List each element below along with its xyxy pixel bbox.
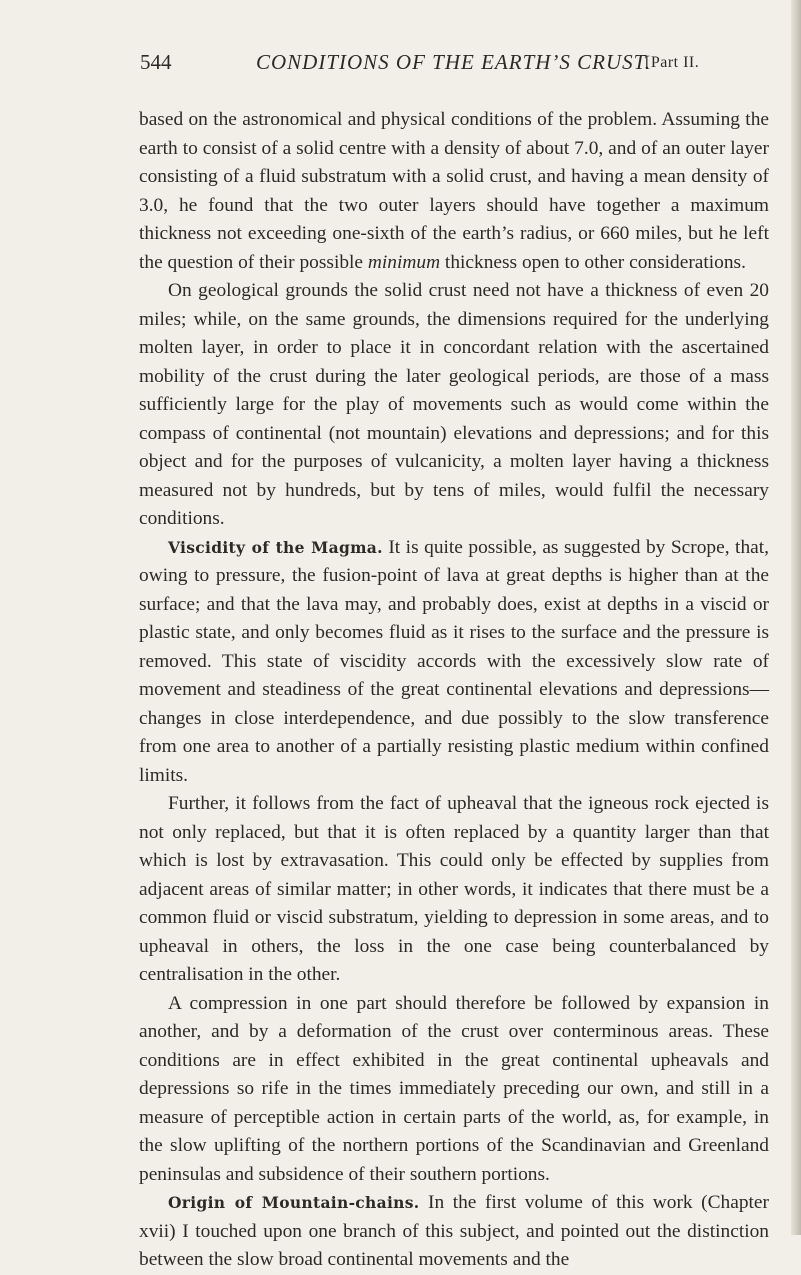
paragraph-6-text: In the first volume of this work (Chapter xvii) I touched upon one branch of this subject, and pointed out the distinction between the slow broad continental movements and the xyxy=(139,1192,769,1270)
paragraph-4: Further, it follows from the fact of upheaval that the igneous rock ejected is not only replaced, but that it is often replaced by a quantity larger than that which is lost by extravasation. This could only be effected by supplies from adjacent areas of similar matter; in other words, it indicates that there must be a common fluid or viscid substratum, yielding to depression in some areas, and to upheaval in others, the loss in the one case being counterbalanced by centralisation in the other. xyxy=(139,793,769,985)
paragraph-3-text: It is quite possible, as suggested by Scrope, that, owing to pressure, the fusion-point of lava at great depths is higher than at the surface; and that the lava may, and probably does, exist at depths in a viscid or plastic state, and only becomes fluid as it rises to the surface and the pressure is removed. This state of viscidity accords with the excessively slow rate of movement and steadiness of the great continental elevations and depressions—changes in close interdependence, and due possibly to the slow transference from one area to another of a partially resisting plastic medium within confined limits. xyxy=(139,536,769,786)
part-label: [Part II. xyxy=(645,54,700,71)
paragraph-6 xyxy=(139,1189,769,1275)
page-edge xyxy=(791,0,801,1235)
paragraph-1-text: based on the astronomical and physical conditions of the problem. Assuming the earth to consist of a solid centre with a density of about 7.0, and of an outer layer consisting of a fluid substratum with a solid crust, and having a mean density of 3.0, he found that the two outer layers should have together a maximum thickness not exceeding one-sixth of the earth’s radius, or 660 miles, but he left the question of their possible xyxy=(139,109,769,273)
paragraph-1 xyxy=(139,106,769,277)
paragraph-1-text-end: thickness open to other considerations. xyxy=(440,251,746,273)
running-title: CONDITIONS OF THE EARTH’S CRUST. xyxy=(256,50,652,74)
side-heading-mountain-chains: Origin of Mountain-chains. xyxy=(168,1193,420,1212)
page-number: 544 xyxy=(140,50,172,74)
paragraph-3 xyxy=(139,534,769,791)
emphasis-minimum: minimum xyxy=(367,251,441,273)
paragraph-5: A compression in one part should therefore be followed by expansion in another, and by a deformation of the crust over conterminous areas. These conditions are in effect exhibited in the great continental upheavals and depressions so rife in the times immediately preceding our own, and still in a measure of perceptible action in certain parts of the world, as, for example, in the slow uplifting of the northern portions of the Scandinavian and Greenland peninsulas and subsidence of their southern portions. xyxy=(139,992,769,1185)
body-text xyxy=(139,106,769,1275)
paragraph-2: On geological grounds the solid crust need not have a thickness of even 20 miles; while, on the same grounds, the dimensions required for the underlying molten layer, in order to place it in concordant relation with the ascertained mobility of the crust during the later geological periods, are those of a mass sufficiently large for the play of movements such as would come within the compass of continental (not mountain) elevations and depressions; and for this object and for the purposes of vulcanicity, a molten layer having a thickness measured not by hundreds, but by tens of miles, would fulfil the necessary conditions. xyxy=(139,280,769,529)
side-heading-viscidity: Viscidity of the Magma. xyxy=(168,537,383,557)
running-header xyxy=(140,50,720,80)
